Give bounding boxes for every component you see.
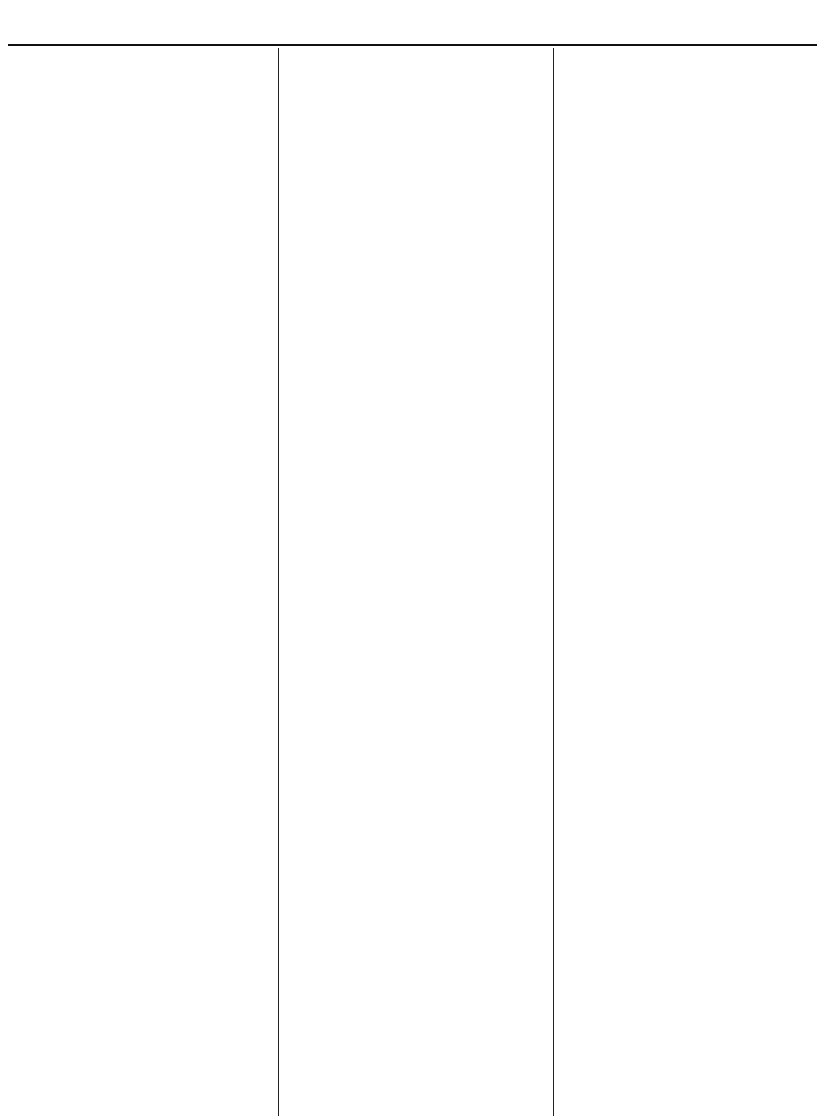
header-rule (8, 44, 817, 46)
page-columns (8, 48, 817, 1116)
column-divider (553, 48, 554, 1116)
page-header (10, 2, 815, 48)
column-right (559, 48, 817, 1116)
column-middle (284, 48, 547, 1116)
column-divider (278, 48, 279, 1116)
column-left (8, 48, 272, 1116)
